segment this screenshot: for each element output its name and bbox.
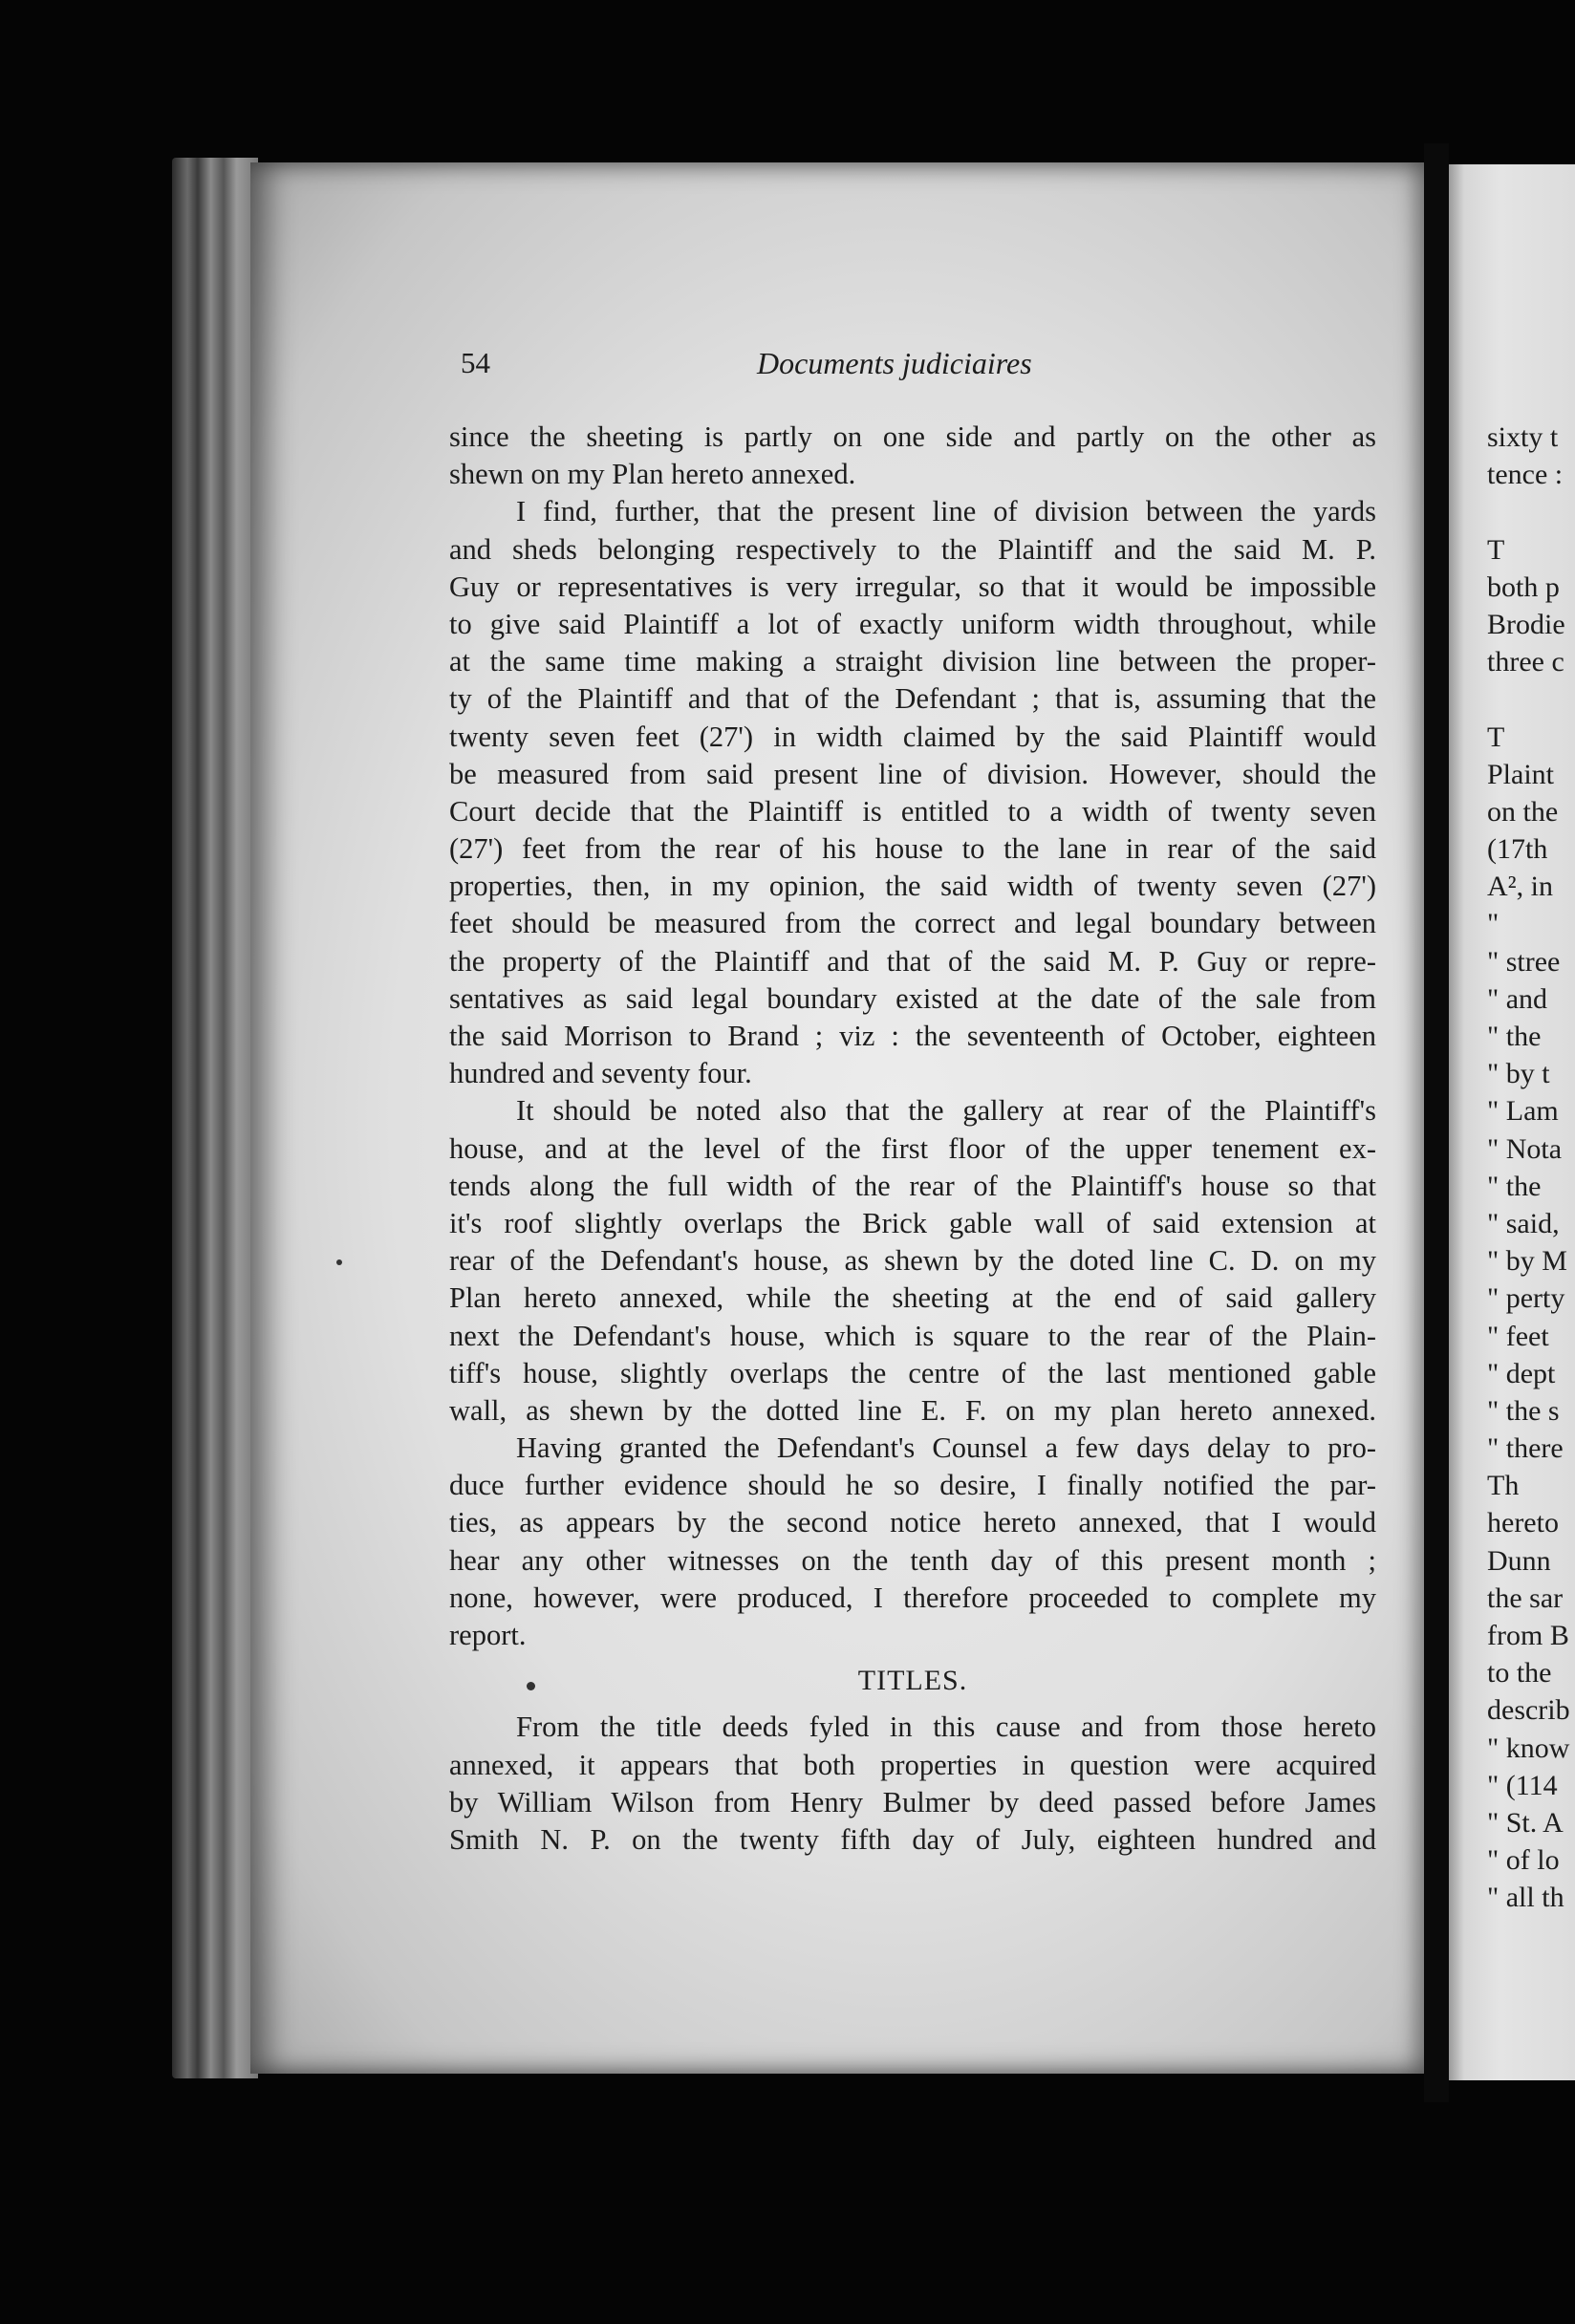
text-line: (27') feet from the rear of his house to the lane in rear of the said <box>449 832 1376 866</box>
facing-page-line: " <box>1487 908 1499 940</box>
facing-page-line: " of lo <box>1487 1844 1560 1877</box>
book-gutter <box>1424 143 1449 2102</box>
facing-page-line: Th <box>1487 1470 1520 1502</box>
facing-page-line: Plaint <box>1487 758 1555 790</box>
text-line: wall, as shewn by the dotted line E. F. on my plan hereto annexed. <box>449 1393 1376 1427</box>
text-line: Having granted the Defendant's Counsel a few days delay to pro- <box>516 1431 1376 1465</box>
text-line: tends along the full width of the rear of the Plaintiff's house so that <box>449 1169 1376 1202</box>
text-line: sentatives as said legal boundary existed at the date of the sale from <box>449 981 1376 1015</box>
text-line: ty of the Plaintiff and that of the Defendant ; that is, assuming that the <box>449 682 1376 716</box>
text-line: duce further evidence should he so desire, I finally notified the par- <box>449 1469 1376 1502</box>
text-line: I find, further, that the present line of division between the yards <box>516 495 1376 528</box>
facing-page-line: T <box>1487 721 1505 753</box>
text-line: It should be noted also that the gallery at rear of the Plaintiff's <box>516 1094 1376 1128</box>
facing-page-line: both p <box>1487 570 1560 603</box>
text-line: be measured from said present line of division. However, should the <box>449 757 1376 790</box>
facing-page-line: " the <box>1487 1021 1542 1052</box>
facing-page-line: " by t <box>1487 1058 1550 1090</box>
text-line: From the title deeds fyled in this cause and from those hereto <box>516 1711 1376 1744</box>
text-line: Smith N. P. on the twenty fifth day of July, eighteen hundred and <box>449 1822 1376 1856</box>
text-line: Plan hereto annexed, while the sheeting at the end of said gallery <box>449 1281 1376 1315</box>
facing-page-line: Dunn <box>1487 1544 1551 1577</box>
text-line: Court decide that the Plaintiff is entitled to a width of twenty seven <box>449 794 1376 828</box>
facing-page-line: " by M <box>1487 1245 1567 1278</box>
facing-page-line: tence : <box>1487 459 1564 491</box>
page-number: 54 <box>461 346 490 379</box>
text-line: to give said Plaintiff a lot of exactly uniform width throughout, while <box>449 607 1376 640</box>
facing-page-line: " Nota <box>1487 1132 1563 1165</box>
text-line: tiff's house, slightly overlaps the centre of the last mentioned gable <box>449 1356 1376 1389</box>
text-line: it's roof slightly overlaps the Brick gable wall of said extension at <box>449 1206 1376 1239</box>
text-line: twenty seven feet (27') in width claimed by the said Plaintiff would <box>449 720 1376 753</box>
facing-page-line: " perty <box>1487 1282 1565 1315</box>
facing-page-line: A², in <box>1487 871 1553 903</box>
text-line: hundred and seventy four. <box>449 1057 752 1090</box>
facing-page-line: " St. A <box>1487 1806 1564 1839</box>
text-line: hear any other witnesses on the tenth day of this present month ; <box>449 1543 1376 1577</box>
facing-page-line: (17th <box>1487 833 1548 866</box>
text-line: since the sheeting is partly on one side and partly on the other as <box>449 420 1376 453</box>
scan-speck <box>527 1682 535 1690</box>
facing-page-line <box>1487 680 1570 718</box>
facing-page-line: " there <box>1487 1432 1564 1465</box>
facing-page-line: " (114 <box>1487 1769 1558 1801</box>
text-line: by William Wilson from Henry Bulmer by deed passed before James <box>449 1785 1376 1818</box>
text-line: the property of the Plaintiff and that of the said M. P. Guy or repre- <box>449 944 1376 978</box>
text-line: feet should be measured from the correct and legal boundary between <box>449 907 1376 940</box>
text-line: report. <box>449 1619 527 1651</box>
running-head: Documents judiciaires <box>757 346 1032 380</box>
facing-page-line: to the <box>1487 1657 1552 1689</box>
facing-page-line: " the s <box>1487 1394 1560 1427</box>
facing-page-line <box>1487 493 1570 530</box>
facing-page-line: hereto <box>1487 1507 1559 1539</box>
text-line: properties, then, in my opinion, the said width of twenty seven (27') <box>449 870 1376 903</box>
text-line: none, however, were produced, I therefore proceeded to complete my <box>449 1581 1376 1614</box>
text-line: the said Morrison to Brand ; viz : the seventeenth of October, eighteen <box>449 1020 1376 1052</box>
facing-page-line: " said, <box>1487 1207 1560 1239</box>
facing-page-line: " feet <box>1487 1320 1549 1352</box>
facing-page-line: on the <box>1487 795 1559 828</box>
facing-page-line: Brodie <box>1487 608 1565 640</box>
facing-page-line: " stree <box>1487 945 1561 978</box>
text-line: and sheds belonging respectively to the Plaintiff and the said M. P. <box>449 532 1376 566</box>
facing-page-line: " all th <box>1487 1882 1564 1914</box>
facing-page-line: from B <box>1487 1620 1569 1651</box>
facing-page-line: " the <box>1487 1170 1542 1202</box>
facing-page-line: sixty t <box>1487 421 1559 453</box>
text-line: shewn on my Plan hereto annexed. <box>449 458 856 491</box>
text-line: rear of the Defendant's house, as shewn by the doted line C. D. on my <box>449 1244 1376 1278</box>
facing-page-line: " know <box>1487 1732 1570 1764</box>
book-page-edges <box>172 158 258 2078</box>
facing-page-line: the sar <box>1487 1582 1564 1614</box>
text-line: next the Defendant's house, which is square to the rear of the Plain- <box>449 1319 1376 1352</box>
scan-speck <box>336 1259 342 1265</box>
facing-page-line: " Lam <box>1487 1095 1559 1128</box>
facing-page-line: " and <box>1487 982 1548 1015</box>
text-line: ties, as appears by the second notice hereto annexed, that I would <box>449 1506 1376 1539</box>
text-line: annexed, it appears that both properties in question were acquired <box>449 1748 1376 1781</box>
facing-page-line: three c <box>1487 646 1564 678</box>
section-heading: TITLES. <box>857 1665 968 1697</box>
facing-page-line: T <box>1487 533 1505 566</box>
facing-page-line: describ <box>1487 1694 1570 1727</box>
facing-page-text <box>1487 419 1570 1917</box>
text-line: house, and at the level of the first floor of the upper tenement ex- <box>449 1131 1376 1165</box>
body-text <box>449 419 1376 1859</box>
facing-page-line: " dept <box>1487 1357 1556 1389</box>
text-line: Guy or representatives is very irregular, so that it would be impossible <box>449 570 1376 603</box>
text-line: at the same time making a straight division line between the proper- <box>449 645 1376 678</box>
